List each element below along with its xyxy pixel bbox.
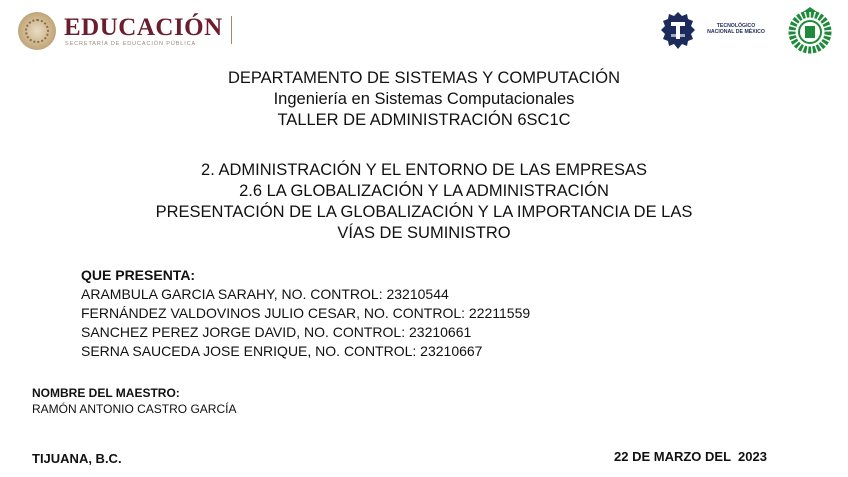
tecnm-gear-icon	[659, 10, 697, 52]
student-entry: SERNA SAUCEDA JOSE ENRIQUE, NO. CONTROL: 23210667	[81, 343, 483, 359]
teacher-label: NOMBRE DEL MAESTRO:	[32, 386, 180, 400]
tecnm-name	[701, 23, 771, 36]
sep-subtitle: SECRETARÍA DE EDUCACIÓN PÚBLICA	[65, 41, 197, 47]
tecnm-logo	[659, 10, 769, 52]
teacher-block	[32, 385, 236, 417]
itt-logo	[783, 6, 837, 54]
presentation-title-line2: VÍAS DE SUMINISTRO	[337, 224, 511, 242]
educacion-wordmark: EDUCACIÓN	[64, 14, 223, 41]
career-name: Ingeniería en Sistemas Computacionales	[273, 90, 575, 108]
presenters-label: QUE PRESENTA:	[81, 267, 196, 283]
mexico-seal-icon	[18, 12, 56, 50]
student-entry: ARAMBULA GARCIA SARAHY, NO. CONTROL: 23210544	[81, 286, 449, 302]
location: TIJUANA, B.C.	[32, 451, 122, 466]
department-block	[0, 68, 848, 131]
teacher-name: RAMÓN ANTONIO CASTRO GARCÍA	[32, 402, 237, 416]
presenters-block	[81, 266, 530, 361]
sep-educacion-logo	[18, 12, 248, 52]
student-entry: FERNÁNDEZ VALDOVINOS JULIO CESAR, NO. CONTROL: 22211559	[81, 305, 531, 321]
subtopic-title: 2.6 LA GLOBALIZACIÓN Y LA ADMINISTRACIÓN	[239, 182, 609, 200]
student-entry: SANCHEZ PEREZ JORGE DAVID, NO. CONTROL: 23210661	[81, 324, 472, 340]
course-name: TALLER DE ADMINISTRACIÓN 6SC1C	[277, 111, 571, 129]
tecnm-line2: NACIONAL DE MÉXICO	[707, 29, 765, 36]
tecnm-line1: TECNOLÓGICO	[716, 23, 756, 29]
topic-block	[0, 160, 848, 244]
unit-title: 2. ADMINISTRACIÓN Y EL ENTORNO DE LAS EMPRESAS	[201, 161, 647, 179]
presentation-title-line1: PRESENTACIÓN DE LA GLOBALIZACIÓN Y LA IMPORTANCIA DE LAS	[155, 203, 693, 221]
department-title: DEPARTAMENTO DE SISTEMAS Y COMPUTACIÓN	[227, 69, 621, 87]
itt-emblem-icon	[783, 6, 837, 54]
date: 22 DE MARZO DEL 2023	[614, 449, 767, 464]
logo-divider	[231, 16, 232, 44]
